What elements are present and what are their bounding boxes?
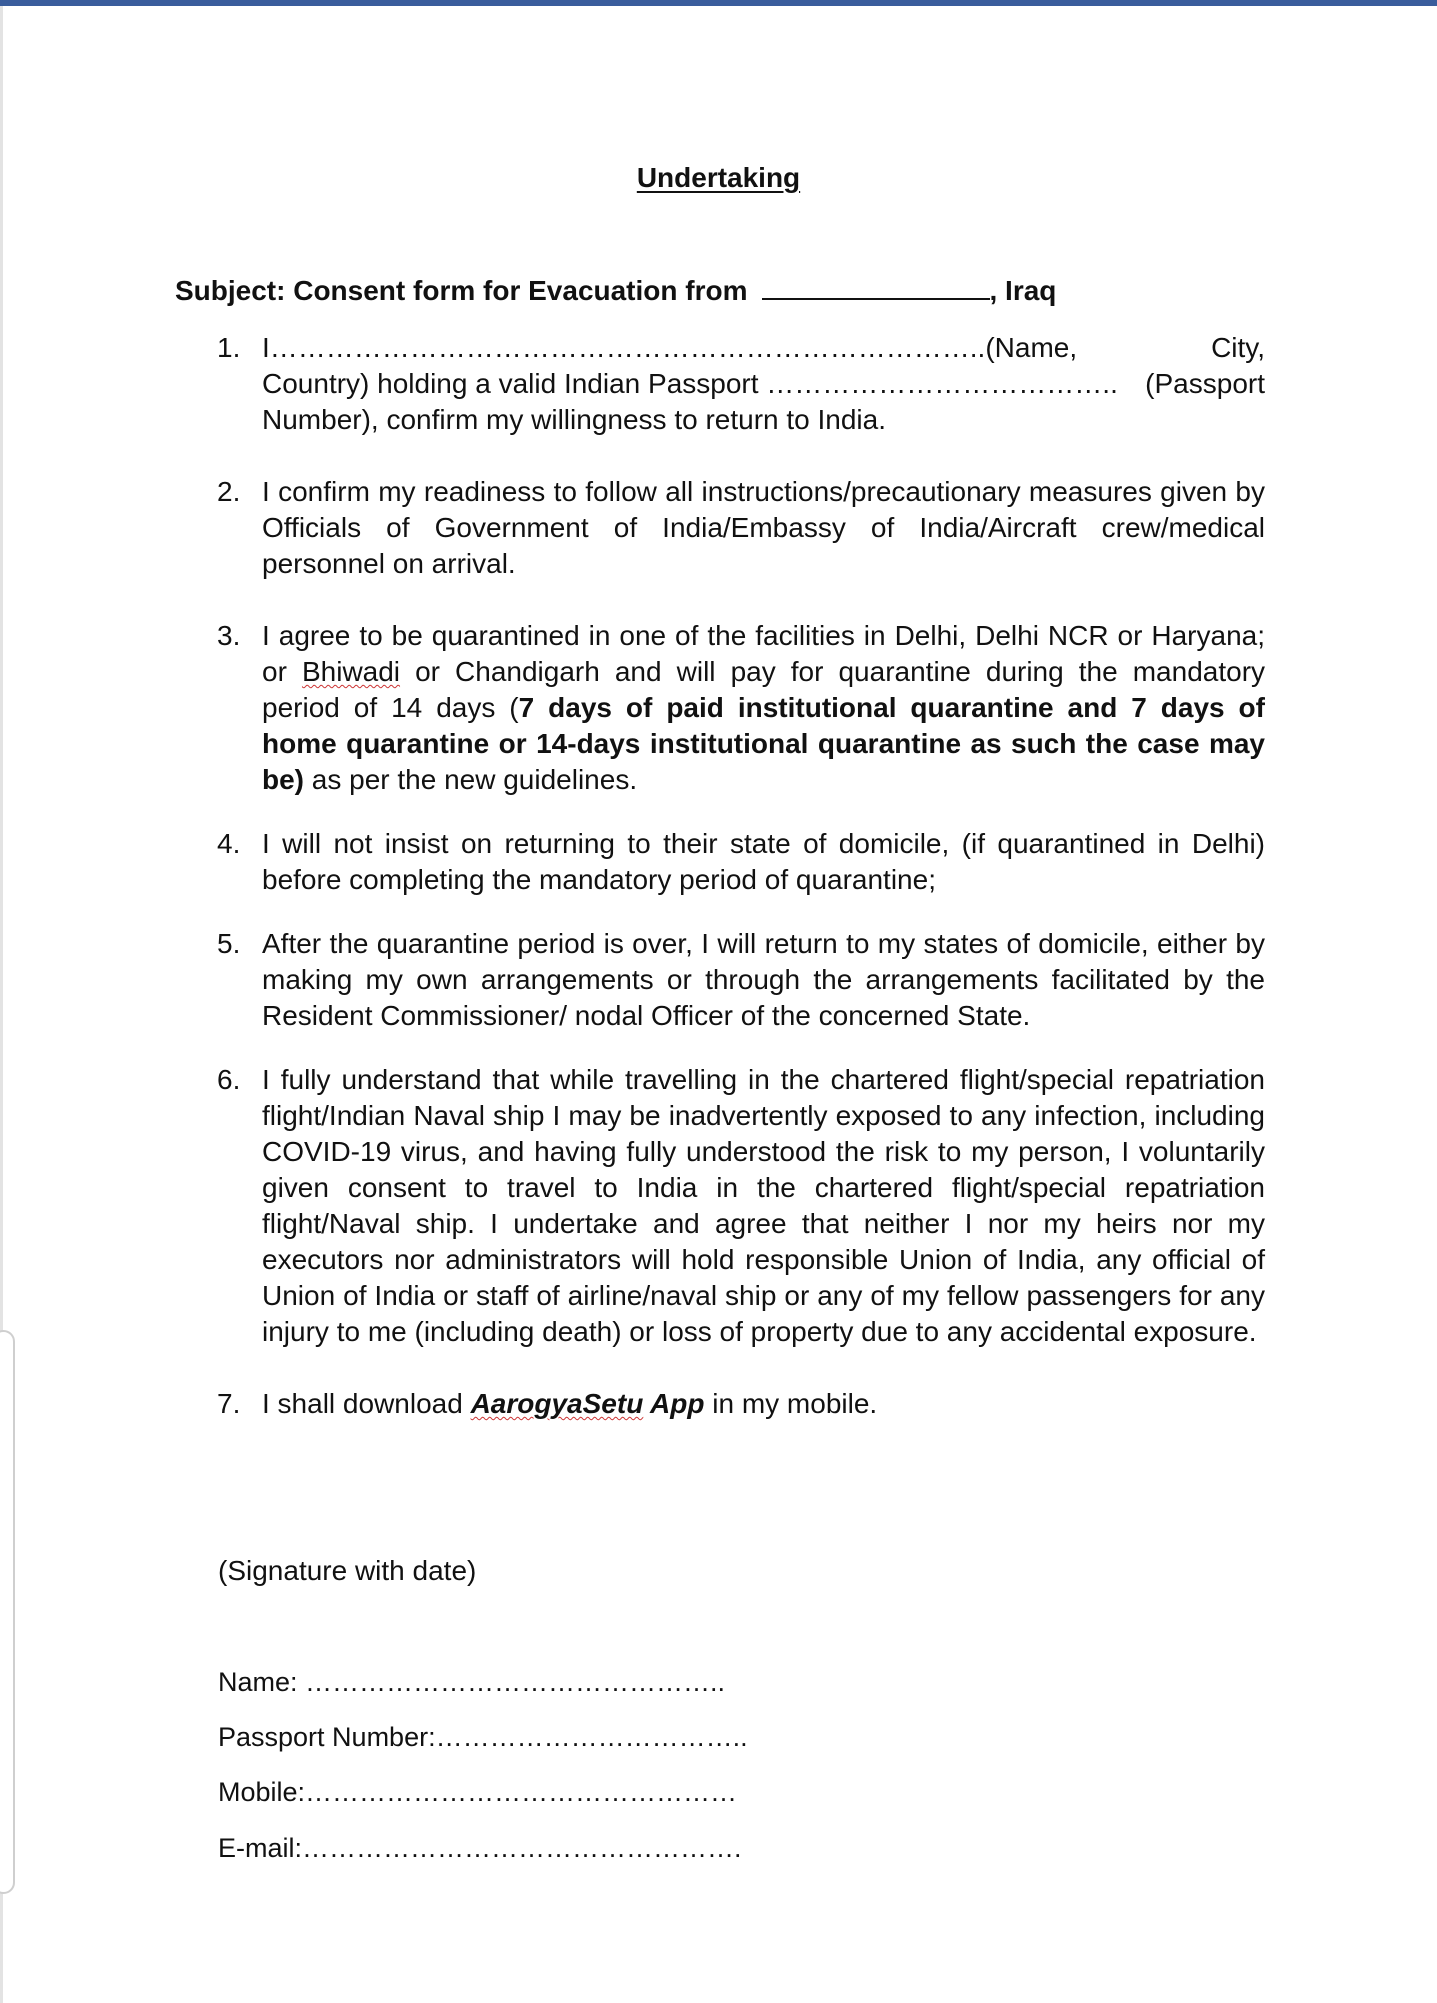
mobile-field: Mobile:………………………………………… xyxy=(218,1777,738,1807)
item-2-text: I confirm my readiness to follow all instructions/precautionary measures given by Officials of Government of India/Embassy of India/Aircraft crew/medical personnel on arrival. xyxy=(262,476,1265,579)
document-title: Undertaking xyxy=(636,162,801,193)
spellcheck-word: Bhiwadi xyxy=(301,656,401,687)
undertaking-list xyxy=(215,330,1265,1422)
item-number: 6. xyxy=(217,1064,241,1095)
item-3-bold-text: 7 days of paid institutional quarantine and 7 days of home quarantine or 14-days institutional quarantine as such the case may be) xyxy=(262,692,1265,795)
list-item-6 xyxy=(215,1062,1265,1350)
item-number: 7. xyxy=(217,1388,241,1419)
list-item-4 xyxy=(215,826,1265,898)
item-7-text-b: in my mobile. xyxy=(704,1388,878,1419)
name-blank-text: I…………………………………………………………………..(Name, xyxy=(262,332,1078,363)
item-number: 5. xyxy=(217,928,241,959)
name-field: Name: ……………………………………….. xyxy=(218,1667,726,1697)
item-4-text: I will not insist on returning to their state of domicile, (if quarantined in Delhi) before completing the mandatory period of quarantine; xyxy=(262,828,1265,895)
passport-label-text: (Passport xyxy=(1145,368,1265,399)
passport-blank-text: Country) holding a valid Indian Passport ……………………………….. xyxy=(262,368,1118,399)
signature-label: (Signature with date) xyxy=(218,1555,477,1586)
item-1-line-2 xyxy=(262,366,1265,402)
item-number: 2. xyxy=(217,476,241,507)
subject-blank xyxy=(762,274,990,300)
list-item-2 xyxy=(215,474,1265,582)
item-number: 1. xyxy=(217,332,241,363)
list-item-5 xyxy=(215,926,1265,1034)
email-field: E-mail:…………………………………………. xyxy=(218,1833,742,1863)
item-3-text-b: or Chandigarh and will pay for quarantine during the mandatory period of 14 days ( xyxy=(262,656,1266,723)
passport-number-field: Passport Number:…………………………….. xyxy=(218,1722,748,1752)
item-7-text-a: I shall download xyxy=(262,1388,471,1419)
city-text: City, xyxy=(1211,332,1265,363)
subject-suffix: , Iraq xyxy=(989,275,1057,306)
subject-line xyxy=(175,274,1056,307)
item-1-line-3: Number), confirm my willingness to return to India. xyxy=(262,404,886,435)
list-item-1 xyxy=(215,330,1265,438)
app-suffix: App xyxy=(643,1388,705,1419)
item-5-text: After the quarantine period is over, I will return to my states of domicile, either by making my own arrangements or through the arrangements facilitated by the Resident Commissioner/ nodal Officer of the concerned State. xyxy=(262,928,1265,1031)
item-number: 3. xyxy=(217,620,241,651)
item-number: 4. xyxy=(217,828,241,859)
list-item-7 xyxy=(215,1386,1265,1422)
app-name: AarogyaSetu xyxy=(470,1388,644,1419)
item-3-text-c: as per the new guidelines. xyxy=(304,764,638,795)
item-6-text: I fully understand that while travelling in the chartered flight/special repatriation flight/Indian Naval ship I may be inadvertently exposed to any infection, including COVID-19 virus, and having fully understood the risk to my person, I voluntarily given consent to travel to India in the chartered flight/special repatriation flight/Naval ship. I undertake and agree that neither I nor my heirs nor my executors nor administrators will hold responsible Union of India, any official of Union of India or staff of airline/naval ship or any of my fellow passengers for any injury to me (including death) or loss of property due to any accidental exposure. xyxy=(262,1064,1265,1347)
list-item-3 xyxy=(215,618,1265,798)
item-1-line-1 xyxy=(262,330,1265,366)
subject-label: Subject: Consent form for Evacuation from xyxy=(175,275,748,306)
item-3-text-a: I agree to be quarantined in one of the facilities in Delhi, Delhi NCR or Haryana; or xyxy=(262,620,1265,687)
